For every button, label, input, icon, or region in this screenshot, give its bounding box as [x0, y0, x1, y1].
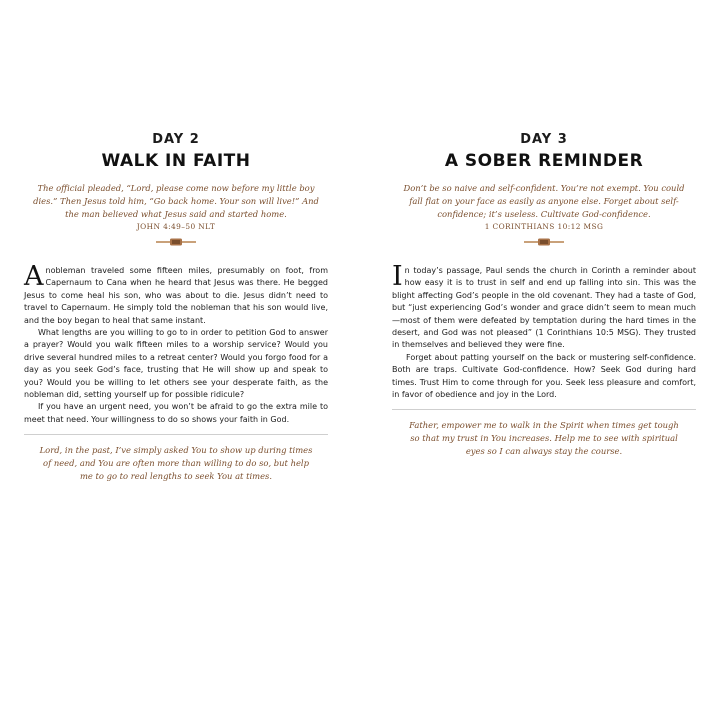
scroll-ornament-icon — [522, 237, 566, 247]
prayer-text: Lord, in the past, I’ve simply asked You to show up during times of need, and You are often more than willing to do so, but help me to go to real lengths to seek You at times. — [39, 445, 313, 482]
drop-cap: I — [392, 261, 403, 292]
scripture-reference: 1 CORINTHIANS 10:12 MSG — [484, 222, 604, 231]
paragraph: Anobleman traveled some fifteen miles, presumably on foot, from Capernaum to Cana when he heard that Jesus was there. He begged Jesus to come heal his son, who was about to die. Jesus didn’t need to travel to Capernaum. He simply told the nobleman that his son would live, and the boy began to heal that same instant. — [24, 261, 328, 325]
page-title: A SOBER REMINDER — [444, 151, 644, 171]
scripture-verse: The official pleaded, “Lord, please come now before my little boy dies.” Then Jesus told him, “Go back home. Your son will live!” And the man believed what Jesus said and started home. — [33, 183, 319, 219]
scripture-reference: JOHN 4:49–50 NLT — [136, 222, 216, 231]
day-label: DAY 2 — [152, 132, 200, 147]
page-day-3 — [392, 132, 696, 458]
drop-cap: A — [24, 261, 44, 292]
paragraph: If you have an urgent need, you won’t be afraid to go the extra mile to meet that need. Your willingness to do so shows your faith in God. — [24, 402, 328, 424]
page-day-2 — [24, 132, 328, 483]
divider — [392, 409, 696, 410]
paragraph: In today’s passage, Paul sends the church in Corinth a reminder about how easy it is to trust in self and end up falling into sin. This was the blight affecting God’s people in the old covenant. They had a taste of God, but “just experiencing God’s wonder and grace didn’t seem to mean much—most of them were defeated by temptation during the hard times in the desert, and God was not pleased” (1 Corinthians 10:5 MSG). They trusted in themselves and believed they were fine. — [392, 261, 696, 350]
prayer-text: Father, empower me to walk in the Spirit when times get tough so that my trust in You increases. Help me to see with spiritual eyes so I can always stay the course. — [409, 420, 679, 457]
scripture-verse: Don’t be so naive and self-confident. You’re not exempt. You could fall flat on your face as easily as anyone else. Forget about self-confidence; it’s useless. Cultivate God-confidence. — [403, 183, 685, 219]
paragraph: Forget about patting yourself on the back or mustering self-confidence. Both are traps. Cultivate God-confidence. How? Seek God during hard times. Trust Him to come through for you. Seek less pleasure and comfort, in favor of obedience and joy in the Lord. — [392, 352, 696, 400]
divider — [24, 434, 328, 435]
paragraph: What lengths are you willing to go to in order to petition God to answer a prayer? Would you walk fifteen miles to a worship service? Would you drive several hundred miles to a retreat center? Would you forgo food for a day as you seek God’s face, trusting that He will show up and speak to you? Would you be willing to let others see your desperate faith, as the nobleman did, setting yourself up for possible ridicule? — [24, 328, 328, 400]
page-title: WALK IN FAITH — [101, 151, 251, 171]
scroll-ornament-icon — [154, 237, 198, 247]
devotional-body — [24, 261, 328, 426]
day-label: DAY 3 — [520, 132, 568, 147]
devotional-body — [392, 261, 696, 401]
